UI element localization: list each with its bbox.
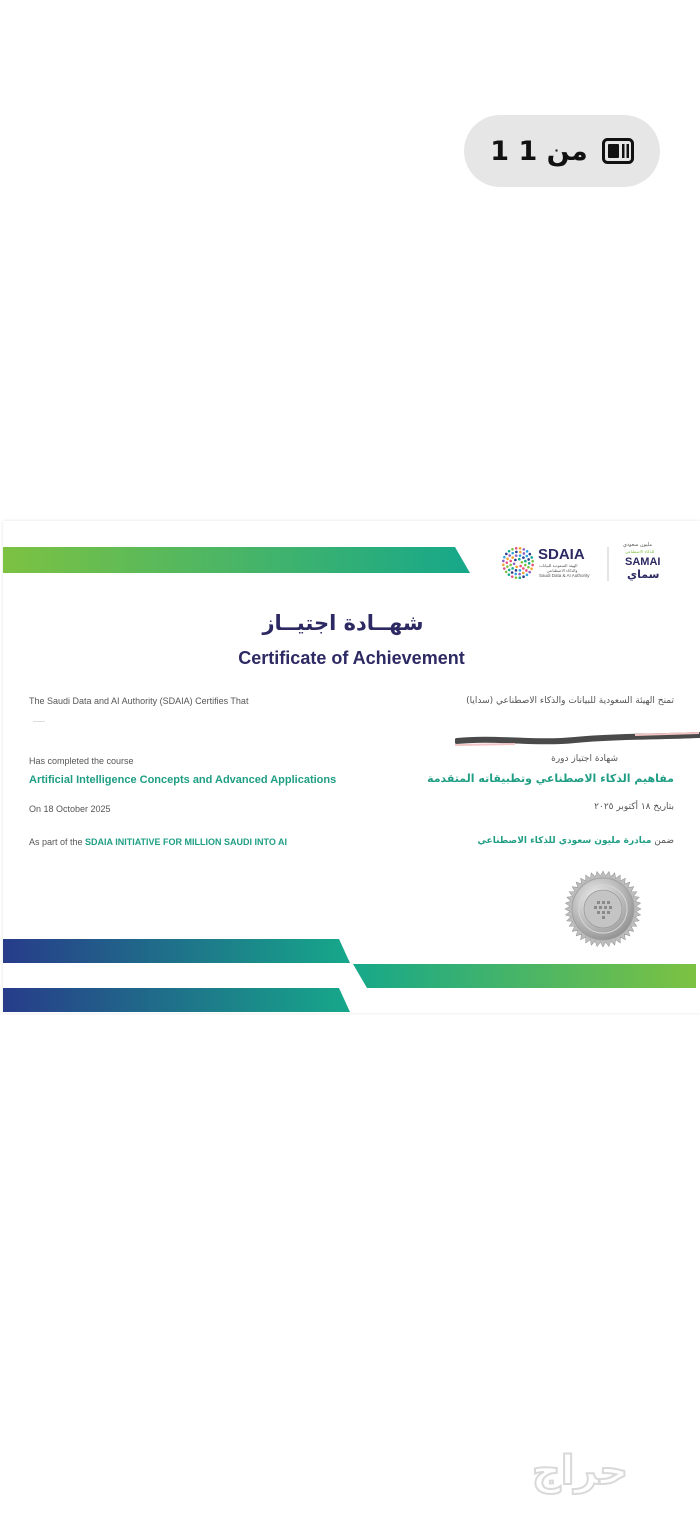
certifies-arabic: تمنح الهيئة السعودية للبيانات والذكاء الاصطناعي (سدايا)	[466, 696, 674, 706]
completed-arabic: شهادة اجتياز دورة	[551, 754, 618, 764]
initiative-arabic: ضمن مبادرة مليون سعودي للذكاء الاصطناعي	[477, 836, 674, 846]
certifies-english: The Saudi Data and AI Authority (SDAIA) Certifies That	[29, 696, 249, 706]
samai-arabic-top: مليون سعودي	[623, 542, 653, 548]
completed-english: Has completed the course	[29, 756, 134, 766]
date-arabic: بتاريخ ١٨ أكتوبر ٢٠٢٥	[594, 802, 674, 812]
sdaia-logo-text: SDAIA	[538, 546, 585, 563]
redacted-name	[455, 731, 700, 747]
sdaia-logo-icon	[501, 546, 535, 580]
sdaia-arabic-name: الهيئة السعودية للبيانات والذكاء الاصطناعي	[539, 563, 578, 573]
course-english: Artificial Intelligence Concepts and Advanced Applications	[29, 774, 337, 786]
course-arabic: مفاهيم الذكاء الاصطناعي وتطبيقاته المتقدمة	[427, 772, 674, 785]
samai-subtitle: للذكاء الاصطناعي	[625, 549, 655, 554]
certificate-image[interactable]	[3, 521, 700, 1013]
initiative-english: As part of the SDAIA INITIATIVE FOR MILLION SAUDI INTO AI	[29, 837, 288, 847]
samai-arabic-logo: سماي	[627, 568, 660, 581]
page-counter-text: 1 من 1	[490, 135, 588, 167]
seal-icon	[564, 870, 642, 948]
page-counter	[464, 115, 660, 187]
sdaia-english-name: Saudi Data & AI Authority	[539, 573, 590, 578]
date-english: On 18 October 2025	[29, 804, 111, 814]
svg-text:حراج: حراج	[531, 1448, 629, 1494]
gallery-icon	[602, 138, 634, 164]
samai-logo-text: SAMAI	[625, 556, 661, 568]
haraj-watermark-logo	[500, 1440, 660, 1500]
title-arabic: شهــادة اجتيــاز	[262, 611, 424, 635]
name-line	[33, 721, 45, 722]
title-english: Certificate of Achievement	[238, 648, 465, 668]
